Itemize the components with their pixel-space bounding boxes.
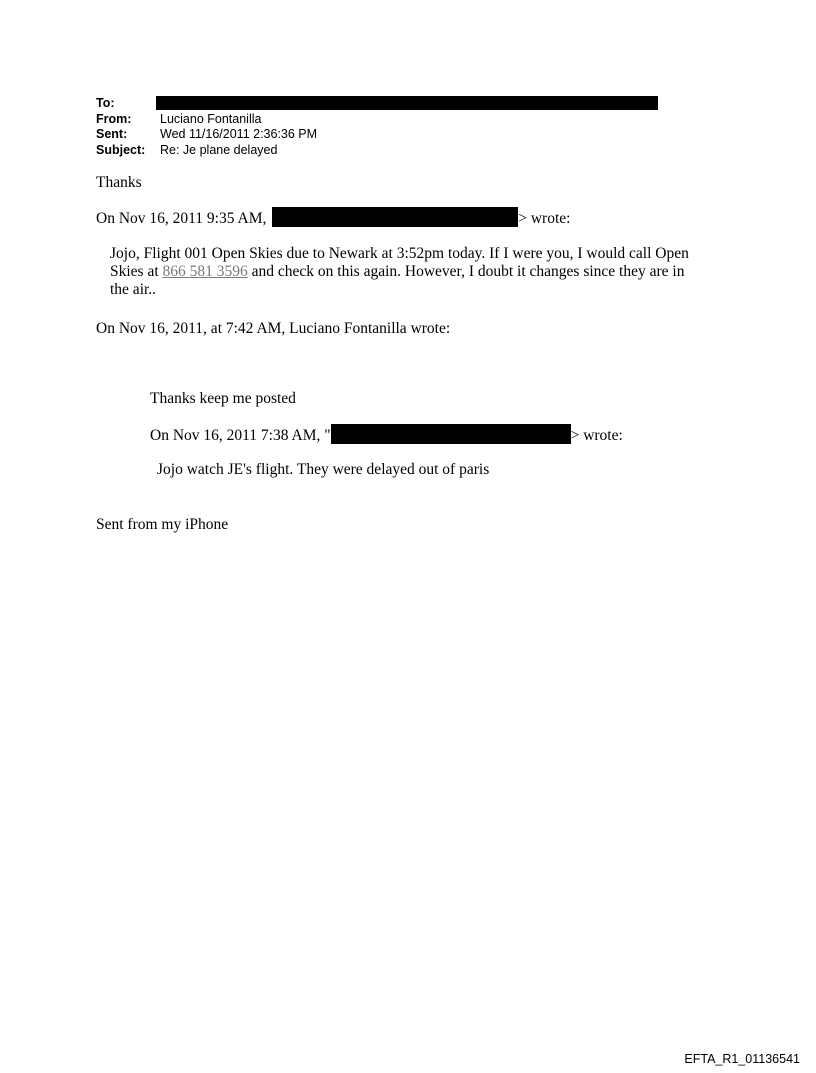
redaction-bar: [156, 96, 658, 110]
subject-value: Re: Je plane delayed: [160, 142, 278, 157]
sent-label: Sent:: [96, 127, 128, 141]
from-value: Luciano Fontanilla: [160, 111, 262, 126]
quote1-line: the air..: [110, 281, 157, 298]
signature: Sent from my iPhone: [96, 516, 229, 533]
quote3-prefix: On Nov 16, 2011 7:38 AM, ": [150, 427, 331, 444]
quote3-suffix: > wrote:: [570, 427, 623, 444]
to-label: To:: [96, 96, 115, 110]
phone-link[interactable]: 866 581 3596: [162, 263, 248, 280]
quote1-line2-after: and check on this again. However, I doubt it changes since they are in: [247, 263, 685, 280]
redaction-bar: [331, 424, 571, 444]
redaction-bar: [272, 207, 518, 227]
quote1-line: Jojo, Flight 001 Open Skies due to Newark at 3:52pm today. If I were you, I would call Open: [110, 245, 689, 262]
quote1-suffix: > wrote:: [518, 210, 571, 227]
quote2-header: On Nov 16, 2011, at 7:42 AM, Luciano Fontanilla wrote:: [96, 320, 451, 337]
quote1-header: [96, 207, 570, 228]
from-label: From:: [96, 111, 132, 126]
reply-text: Thanks: [96, 174, 142, 191]
sent-value: Wed 11/16/2011 2:36:36 PM: [160, 127, 318, 141]
quote1-body: [110, 245, 689, 299]
quote1-line2-before: Skies at: [110, 263, 163, 280]
document-id: EFTA_R1_01136541: [684, 1052, 800, 1066]
quote2-body: Thanks keep me posted: [150, 390, 296, 407]
quote3-header: [150, 424, 623, 445]
quote3-body: Jojo watch JE's flight. They were delayed out of paris: [157, 461, 490, 478]
quote1-prefix: On Nov 16, 2011 9:35 AM,: [96, 210, 267, 227]
quote1-line: [110, 263, 689, 281]
subject-label: Subject:: [96, 142, 146, 157]
